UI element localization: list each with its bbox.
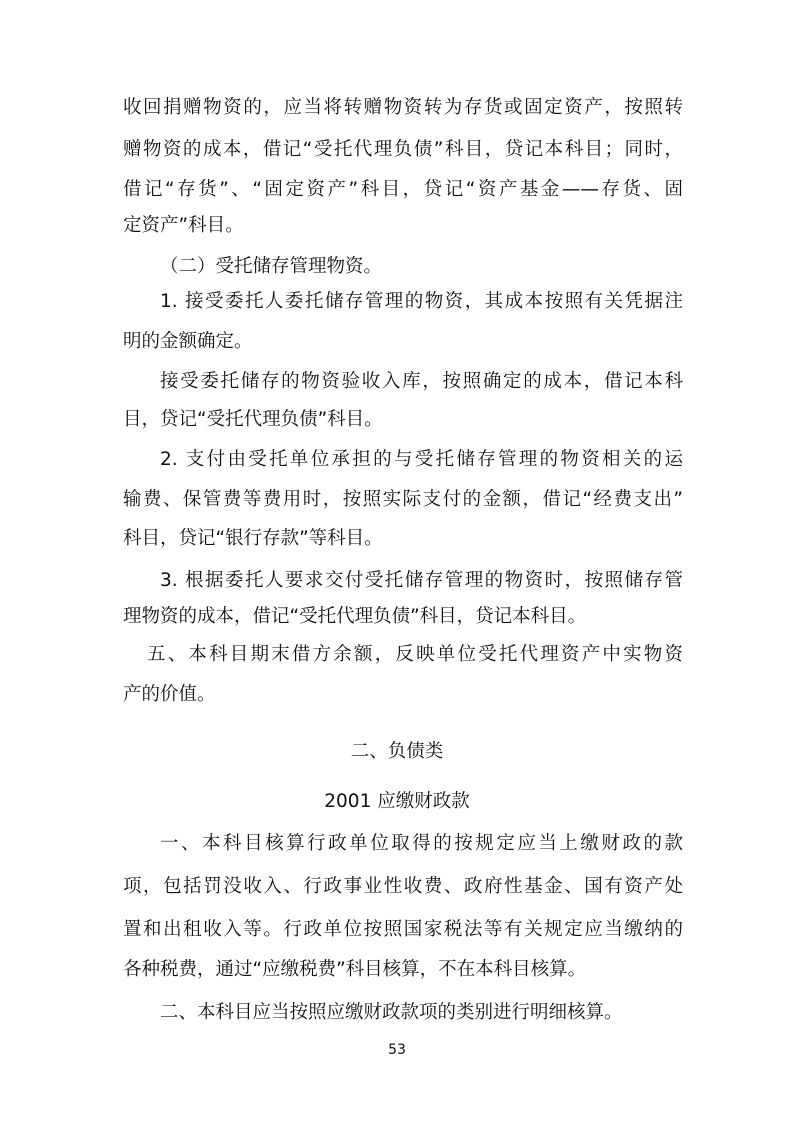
paragraph-line-8: 接受委托储存的物资验收入库，按照确定的成本，借记本科: [160, 371, 683, 392]
item-1-line-1: 1. 接受委托人委托储存管理的物资，其成本按照有关凭据注: [160, 291, 683, 312]
account-title-2001: 2001 应缴财政款: [324, 791, 470, 812]
item-1-line-2: 明的金额确定。: [123, 331, 253, 352]
account-para-1-line-4: 各种税费，通过“应缴税费”科目核算，不在本科目核算。: [123, 959, 587, 980]
paragraph-line-2: 赠物资的成本，借记“受托代理负债”科目，贷记本科目；同时，: [123, 139, 683, 160]
chapter-heading-liabilities: 二、负债类: [350, 741, 444, 762]
account-para-1-line-3: 置和出租收入等。行政单位按照国家税法等有关规定应当缴纳的: [123, 919, 683, 940]
account-para-2-line-1: 二、本科目应当按照应缴财政款项的类别进行明细核算。: [160, 1002, 623, 1023]
item-2-line-1: 2. 支付由受托单位承担的与受托储存管理的物资相关的运: [160, 449, 683, 470]
paragraph-line-3: 借记“存货”、“固定资产”科目，贷记“资产基金——存货、固: [123, 179, 683, 200]
item-2-line-2: 输费、保管费等费用时，按照实际支付的金额，借记“经费支出”: [123, 489, 683, 510]
item-2-line-3: 科目，贷记“银行存款”等科目。: [123, 528, 383, 549]
paragraph-five-line-1: 五、本科目期末借方余额，反映单位受托代理资产中实物资: [147, 644, 683, 665]
paragraph-line-4: 定资产”科目。: [123, 215, 244, 236]
paragraph-line-1: 收回捐赠物资的，应当将转赠物资转为存货或固定资产，按照转: [123, 97, 683, 118]
account-para-1-line-2: 项，包括罚没收入、行政事业性收费、政府性基金、国有资产处: [123, 876, 683, 897]
account-para-1-line-1: 一、本科目核算行政单位取得的按规定应当上缴财政的款: [160, 833, 683, 854]
page-number: 53: [388, 1042, 406, 1058]
item-3-line-1: 3. 根据委托人要求交付受托储存管理的物资时，按照储存管: [160, 570, 683, 591]
item-3-line-2: 理物资的成本，借记“受托代理负债”科目，贷记本科目。: [123, 606, 587, 627]
paragraph-line-9: 目，贷记“受托代理负债”科目。: [123, 409, 383, 430]
paragraph-five-line-2: 产的价值。: [123, 684, 216, 705]
section-heading-entrusted-storage: （二）受托储存管理物资。: [160, 256, 383, 277]
